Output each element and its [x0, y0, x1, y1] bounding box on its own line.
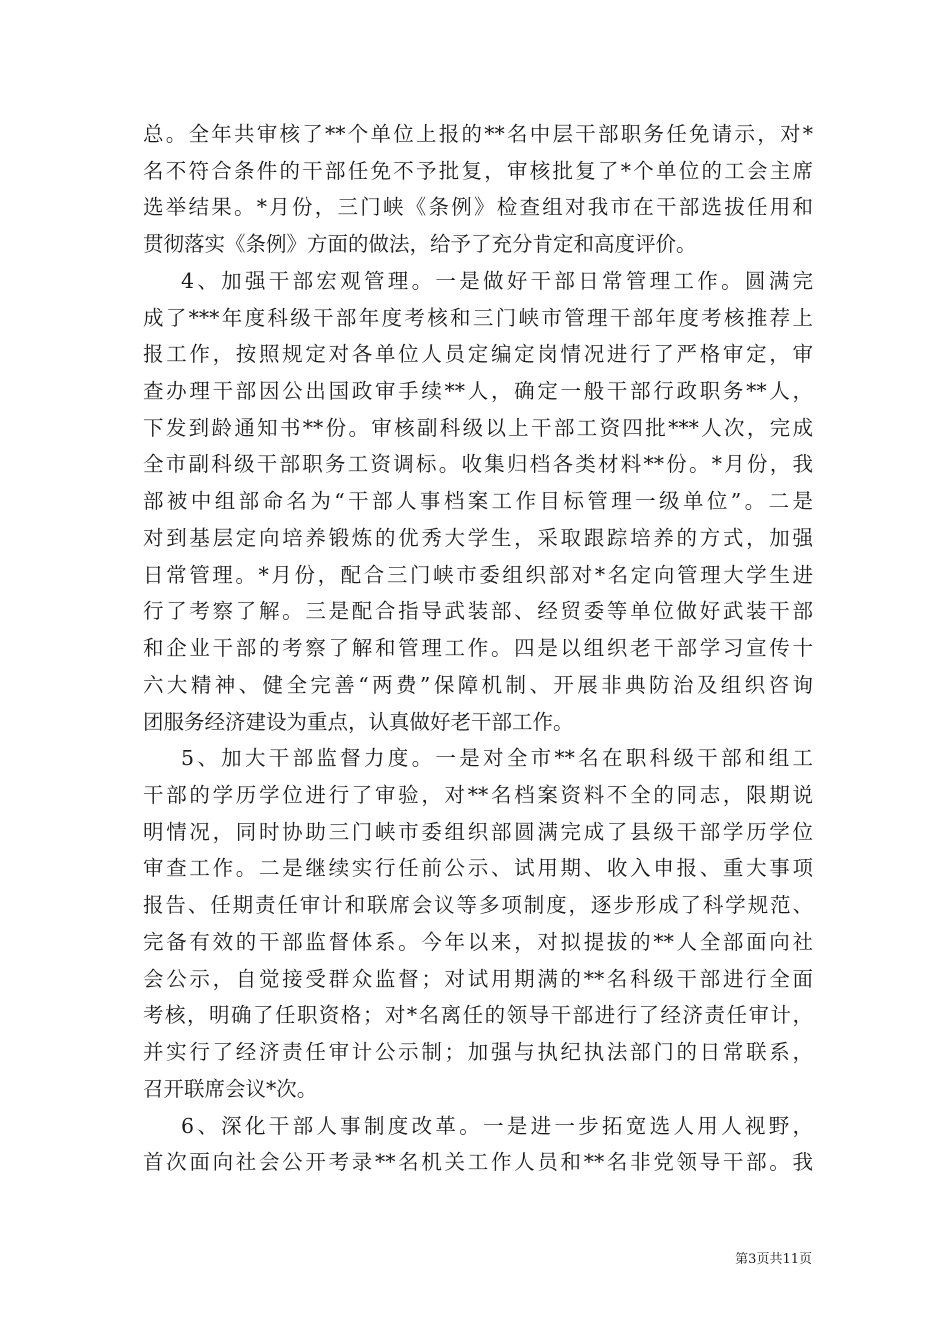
paragraph-start-line: 5、加大干部监督力度。一是对全市**名在职科级干部和组工: [181, 746, 813, 770]
text-line: 成了***年度科级干部年度考核和三门峡市管理干部年度考核推荐上: [143, 306, 813, 330]
text-line: 名不符合条件的干部任免不予批复，审核批复了*个单位的工会主席: [143, 159, 813, 183]
paragraph-start-line: 6、深化干部人事制度改革。一是进一步拓宽选人用人视野，: [181, 1114, 813, 1138]
page-number-footer: [640, 1250, 812, 1270]
text-line: 完备有效的干部监督体系。今年以来，对拟提拔的**人全部面向社: [143, 930, 813, 954]
text-line: 贯彻落实《条例》方面的做法，给予了充分肯定和高度评价。: [143, 232, 697, 256]
text-line: 行了考察了解。三是配合指导武装部、经贸委等单位做好武装干部: [143, 599, 813, 623]
text-line: 首次面向社会公开考录**名机关工作人员和**名非党领导干部。我: [143, 1150, 813, 1174]
text-line: 明情况，同时协助三门峡市委组织部圆满完成了县级干部学历学位: [143, 820, 813, 844]
text-line: 总。全年共审核了**个单位上报的**名中层干部职务任免请示，对*: [143, 122, 813, 146]
paragraph-start-line: 4、加强干部宏观管理。一是做好干部日常管理工作。圆满完: [181, 269, 813, 293]
text-line: 召开联席会议*次。: [143, 1077, 318, 1101]
text-line: 部被中组部命名为“干部人事档案工作目标管理一级单位”。二是: [143, 489, 813, 513]
text-line: 全市副科级干部职务工资调标。收集归档各类材料**份。*月份，我: [143, 452, 813, 476]
text-line: 会公示，自觉接受群众监督；对试用期满的**名科级干部进行全面: [143, 967, 813, 991]
text-line: 干部的学历学位进行了审验，对**名档案资料不全的同志，限期说: [143, 783, 813, 807]
text-line: 审查工作。二是继续实行任前公示、试用期、收入申报、重大事项: [143, 856, 813, 880]
text-line: 考核，明确了任职资格；对*名离任的领导干部进行了经济责任审计，: [143, 1003, 813, 1027]
text-line: 选举结果。*月份，三门峡《条例》检查组对我市在干部选拔任用和: [143, 195, 813, 219]
text-line: 对到基层定向培养锻炼的优秀大学生，采取跟踪培养的方式，加强: [143, 526, 813, 550]
page-number-label: 第3页共11页: [735, 1252, 812, 1267]
text-line: 六大精神、健全完善“两费”保障机制、开展非典防治及组织咨询: [143, 673, 813, 697]
text-line: 团服务经济建设为重点，认真做好老干部工作。: [143, 710, 574, 734]
text-line: 和企业干部的考察了解和管理工作。四是以组织老干部学习宣传十: [143, 636, 813, 660]
text-line: 并实行了经济责任审计公示制；加强与执纪执法部门的日常联系，: [143, 1040, 813, 1064]
text-line: 报工作，按照规定对各单位人员定编定岗情况进行了严格审定，审: [143, 342, 813, 366]
text-line: 日常管理。*月份，配合三门峡市委组织部对*名定向管理大学生进: [143, 563, 813, 587]
text-line: 报告、任期责任审计和联席会议等多项制度，逐步形成了科学规范、: [143, 893, 813, 917]
text-line: 查办理干部因公出国政审手续**人，确定一般干部行政职务**人，: [143, 379, 813, 403]
text-line: 下发到龄通知书**份。审核副科级以上干部工资四批***人次，完成: [143, 416, 813, 440]
